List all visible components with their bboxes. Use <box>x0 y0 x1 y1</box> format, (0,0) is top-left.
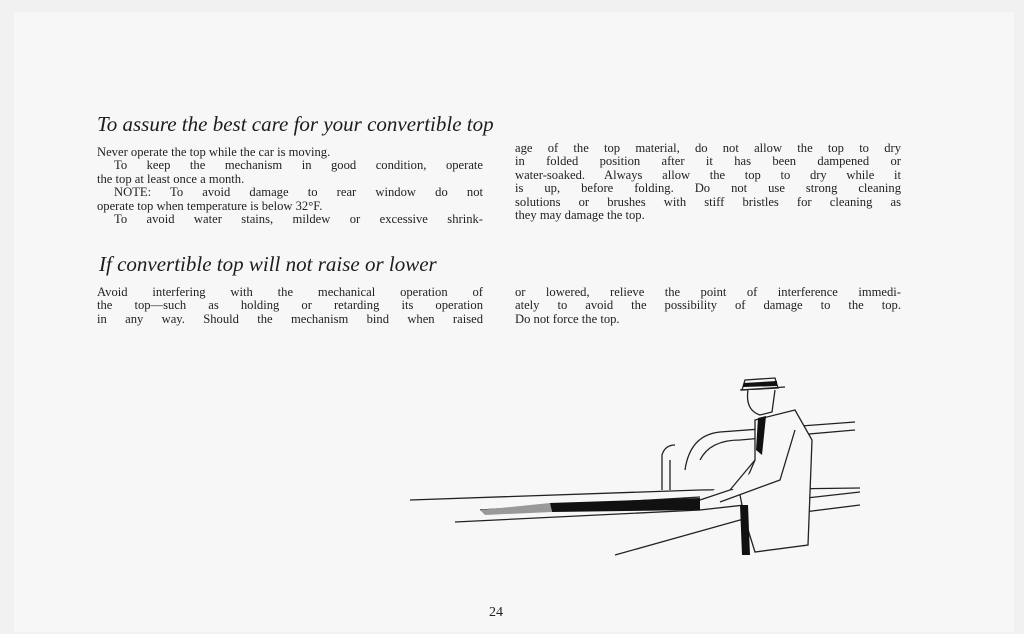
page-number: 24 <box>489 605 503 620</box>
paragraph-line: the top—such as holding or retarding its operation <box>97 298 483 313</box>
paragraph-line: or lowered, relieve the point of interference immedi- <box>515 285 901 299</box>
paragraph-line: they may damage the top. <box>515 208 645 223</box>
paragraph-line: in any way. Should the mechanism bind when raised <box>97 311 483 326</box>
paragraph-line: solutions or brushes with stiff bristles for cleaning as <box>515 194 901 209</box>
paragraph-line: in folded position after it has been dampened or <box>515 154 901 169</box>
paragraph-line: the top at least once a month. <box>97 171 245 186</box>
paragraph-line: operate top when temperature is below 32°F. <box>97 198 323 213</box>
paragraph-line: Avoid interfering with the mechanical operation of <box>97 285 483 299</box>
section-heading-troubleshoot: If convertible top will not raise or lower <box>99 252 437 276</box>
paragraph-line: Never operate the top while the car is moving. <box>97 145 331 159</box>
paragraph-line: NOTE: To avoid damage to rear window do not <box>114 185 483 200</box>
paragraph-line: water-soaked. Always allow the top to dry while it <box>515 167 901 182</box>
paragraph-line: is up, before folding. Do not use strong cleaning <box>515 181 901 196</box>
care-right-column <box>515 142 901 222</box>
paragraph-line: ately to avoid the possibility of damage to the top. <box>515 298 901 313</box>
paragraph-line: To keep the mechanism in good condition, operate <box>114 158 483 173</box>
troubleshoot-left-column <box>97 286 483 326</box>
section-heading-care: To assure the best care for your convertible top <box>97 112 494 136</box>
care-left-column <box>97 146 483 226</box>
paragraph-line: To avoid water stains, mildew or excessive shrink- <box>114 212 483 227</box>
paragraph-line: age of the top material, do not allow the top to dry <box>515 141 901 155</box>
troubleshoot-right-column <box>515 286 901 326</box>
man-folding-convertible-top-illustration <box>400 360 870 570</box>
paragraph-line: Do not force the top. <box>515 311 620 326</box>
